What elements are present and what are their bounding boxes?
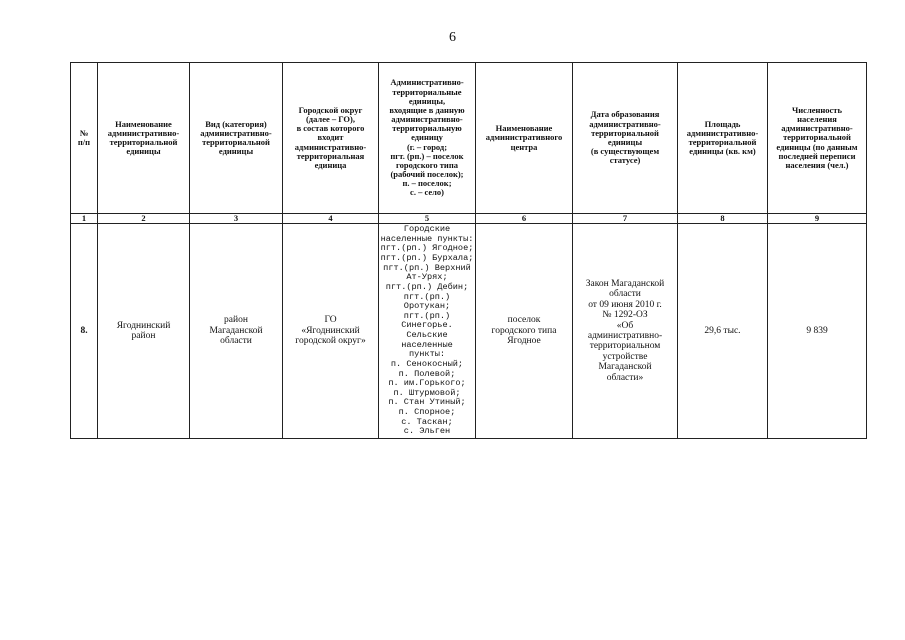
text-line: административно- — [107, 127, 180, 138]
text-line: район — [224, 315, 248, 326]
column-number: 9 — [768, 214, 867, 224]
text-line: пгт.(рп.) Дебин; — [385, 281, 469, 292]
text-line: населения — [797, 114, 837, 125]
text-line: Дата образования — [590, 109, 660, 120]
text-line: административно- — [391, 114, 463, 125]
text-line: последней переписи — [778, 150, 856, 161]
text-line: пункты: — [408, 349, 446, 360]
text-line: пгт.(рп.) Бурхала; — [380, 253, 474, 263]
text-line: № — [79, 127, 89, 138]
header-cell — [476, 63, 573, 214]
text-line: устройстве — [602, 351, 648, 362]
text-line: пгт.(рп.) Верхний — [383, 262, 471, 273]
text-line: территориальном — [589, 341, 661, 352]
administrative-units-table — [70, 62, 867, 439]
population: 9 839 — [768, 224, 867, 439]
text-line: пгт.(рп.) Ягодное; — [380, 243, 474, 254]
text-line: единицы, — [408, 95, 446, 106]
column-number: 3 — [190, 214, 283, 224]
text-line: области» — [606, 372, 644, 383]
header-cell — [573, 63, 678, 214]
text-line: центра — [510, 141, 538, 152]
text-line: (г. – город; — [406, 141, 448, 152]
formation-date — [573, 224, 678, 439]
text-line: Численность — [792, 104, 842, 115]
text-line: городского типа — [491, 325, 557, 336]
text-line: п. Стан Утиный; — [388, 397, 466, 408]
unit-category — [190, 224, 283, 439]
text-line: Городской округ — [298, 104, 363, 115]
text-line: территориальной — [688, 137, 757, 147]
column-number: 7 — [573, 214, 678, 224]
text-line: Площадь — [704, 118, 741, 129]
text-line: п. Полевой; — [398, 368, 456, 379]
text-line: с. Эльген — [403, 426, 451, 437]
text-line: Городские — [403, 224, 451, 235]
text-line: поселок — [507, 315, 541, 326]
header-cell — [283, 63, 379, 214]
text-line: статусе) — [609, 155, 641, 166]
text-line: п. им.Горького; — [388, 378, 466, 389]
text-line: с. Таскан; — [401, 416, 453, 427]
text-line: Наименование — [115, 118, 172, 129]
text-line: Ягодное — [507, 336, 541, 347]
text-line: с. – село) — [410, 187, 444, 198]
text-line: (в существующем — [590, 146, 660, 157]
text-line: административно- — [686, 127, 759, 138]
text-line: Наименование — [495, 123, 553, 134]
text-line: «Ягоднинский — [301, 325, 360, 336]
text-line: в состав которого — [296, 123, 365, 134]
text-line: населения (чел.) — [785, 159, 849, 170]
text-line: населенные пункты: — [380, 233, 474, 244]
text-line: входящие в данную — [389, 104, 465, 115]
text-line: территориальной — [202, 137, 270, 147]
text-line: район — [131, 331, 156, 341]
text-line: городской округ» — [295, 336, 366, 347]
text-line: единицы — [126, 146, 161, 157]
column-number: 5 — [379, 214, 476, 224]
text-line: Магаданской — [598, 362, 652, 373]
text-line: административного — [485, 132, 563, 143]
text-line: (рабочий поселок); — [390, 169, 464, 180]
settlements-list — [379, 224, 476, 439]
text-line: п. Спорное; — [398, 407, 456, 417]
text-line: территориальной — [109, 137, 178, 147]
text-line: Ягоднинский — [116, 320, 171, 331]
text-line: территориальную — [392, 123, 462, 134]
text-line: п/п — [77, 137, 91, 147]
row-number: 8. — [71, 224, 98, 439]
column-number: 2 — [98, 214, 190, 224]
text-line: Административно- — [390, 77, 464, 88]
text-line: единицы (кв. км) — [689, 146, 756, 157]
header-cell — [190, 63, 283, 214]
text-line: административно- — [294, 141, 367, 152]
text-line: единицы — [607, 137, 643, 147]
text-line: единица — [314, 159, 347, 170]
table-header-row — [71, 63, 867, 214]
column-number: 4 — [283, 214, 379, 224]
text-line: Закон Магаданской — [585, 278, 665, 289]
text-line: городского типа — [396, 159, 458, 170]
header-cell — [379, 63, 476, 214]
text-line: пгт.(рп.) Синегорье. — [401, 310, 453, 331]
text-line: входит — [317, 132, 344, 143]
unit-name — [98, 224, 190, 439]
text-line: пгт.(рп.) Оротукан; — [403, 291, 451, 312]
text-line: единицы — [218, 146, 254, 157]
table-row — [71, 224, 867, 439]
urban-district — [283, 224, 379, 439]
text-line: «Об — [616, 320, 634, 331]
text-line: территориальной — [783, 132, 851, 143]
text-line: области — [609, 289, 641, 300]
text-line: Вид (категория) — [205, 118, 267, 129]
text-line: Сельские населенные — [401, 330, 453, 350]
text-line: Ат-Урях; — [406, 272, 448, 283]
text-line: административно- — [587, 331, 663, 341]
text-line: п. Сенокосный; — [390, 358, 464, 369]
column-number: 1 — [71, 214, 98, 224]
text-line: административно- — [200, 127, 272, 138]
text-line: единицы (по данным — [776, 141, 858, 152]
area: 29,6 тыс. — [678, 224, 768, 439]
text-line: области — [220, 336, 252, 347]
text-line: Магаданской — [209, 325, 263, 336]
text-line: территориальные — [392, 86, 462, 97]
administrative-center — [476, 224, 573, 439]
header-cell — [768, 63, 867, 214]
text-line: от 09 июня 2010 г. — [588, 299, 662, 310]
text-line: территориальная — [296, 150, 365, 161]
column-number: 6 — [476, 214, 573, 224]
column-number-row — [71, 214, 867, 224]
text-line: № 1292-ОЗ — [602, 310, 648, 321]
text-line: административно- — [589, 118, 661, 129]
text-line: п. Штурмовой; — [393, 387, 461, 398]
text-line: административно- — [781, 123, 853, 134]
text-line: (далее – ГО), — [305, 114, 356, 125]
text-line: пгт. (рп.) – поселок — [390, 150, 464, 161]
text-line: ГО — [324, 315, 337, 326]
text-line: единицу — [411, 132, 443, 143]
header-cell — [98, 63, 190, 214]
header-cell — [678, 63, 768, 214]
column-number: 8 — [678, 214, 768, 224]
text-line: п. – поселок; — [402, 178, 452, 189]
text-line: территориальной — [591, 127, 659, 138]
header-cell — [71, 63, 98, 214]
page-number: 6 — [449, 30, 456, 45]
